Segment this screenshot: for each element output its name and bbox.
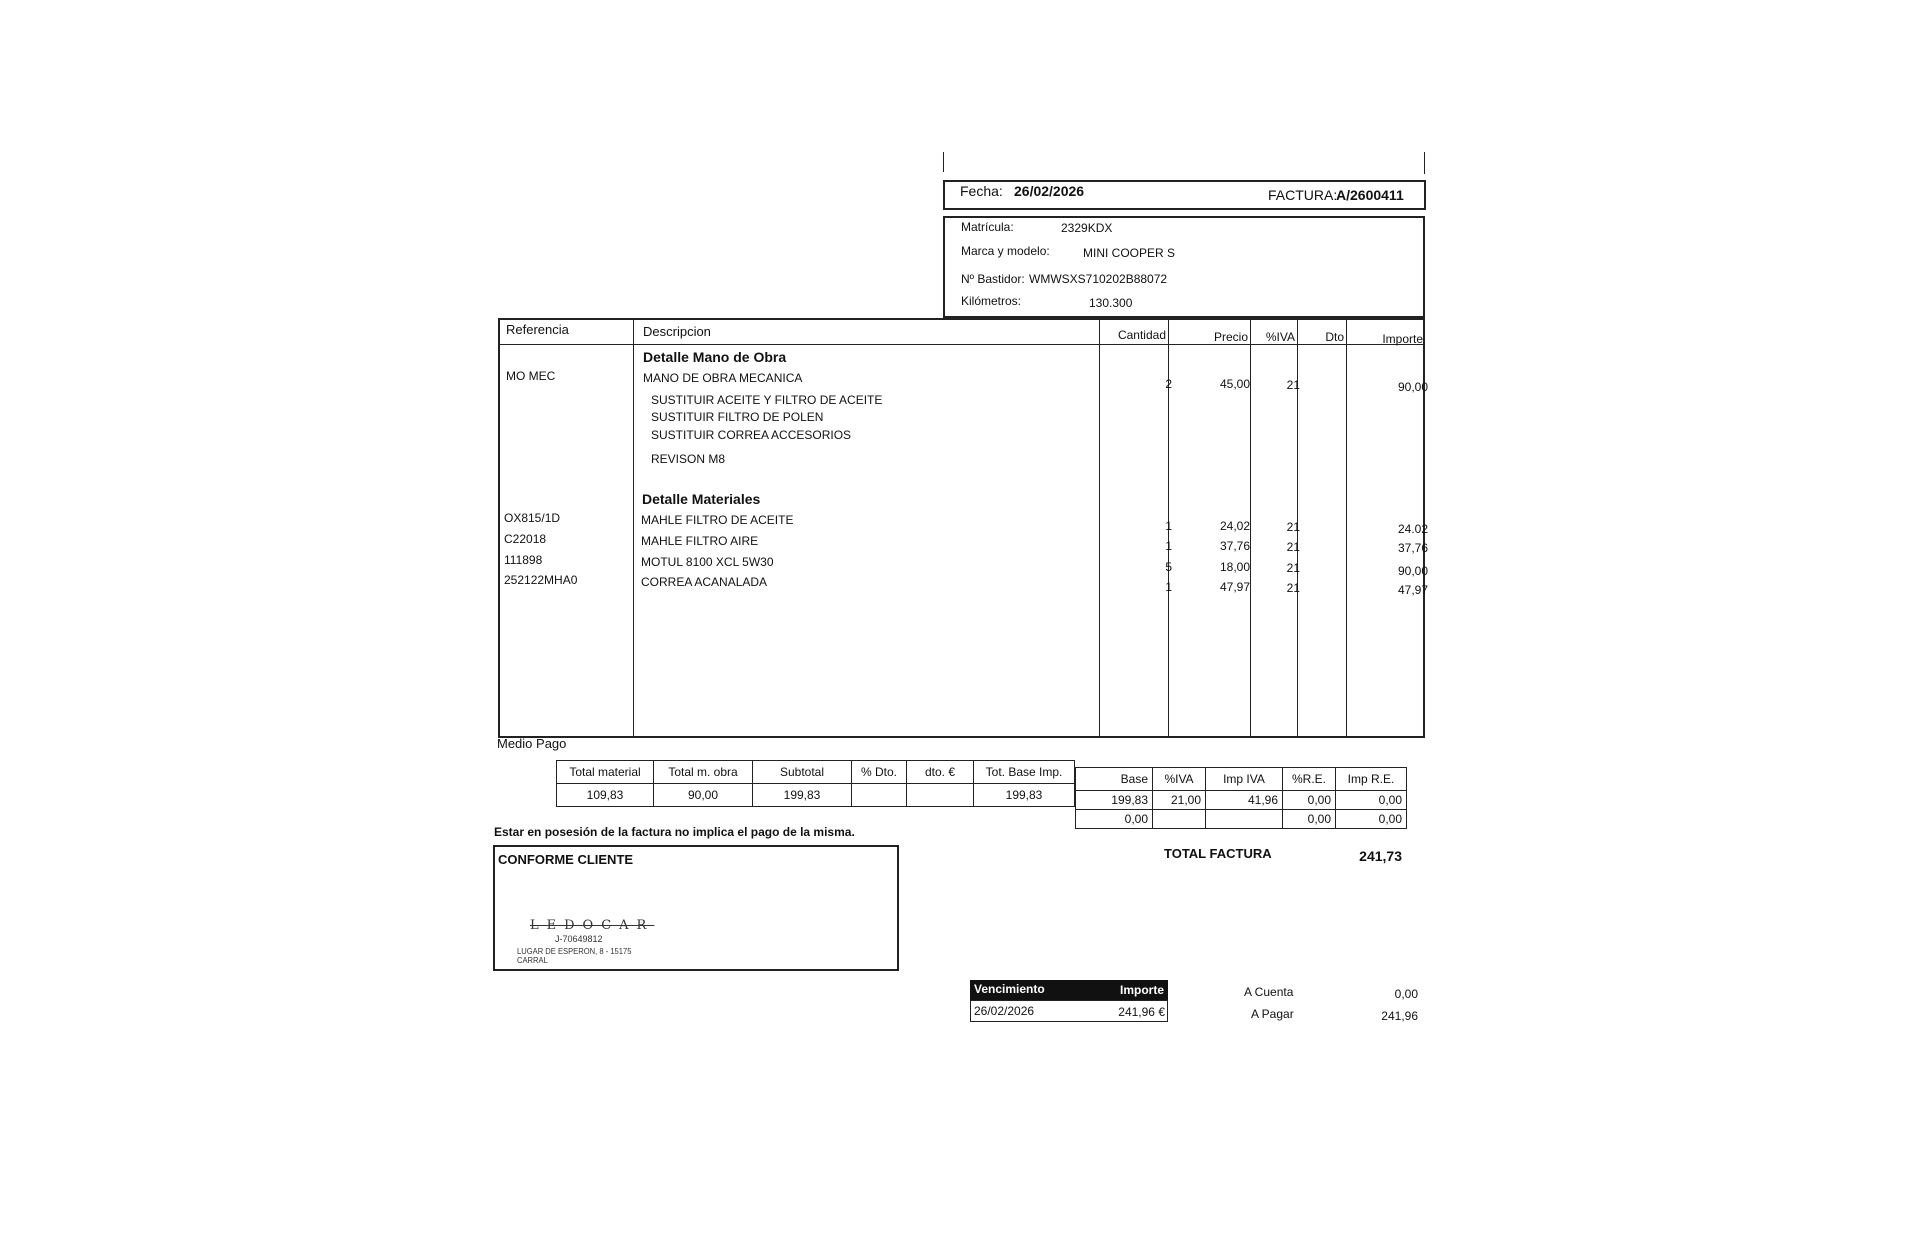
tax-table	[1075, 767, 1407, 829]
marca-value: MINI COOPER S	[1083, 246, 1176, 260]
labor-precio: 45,00	[1219, 377, 1250, 391]
factura-label: FACTURA:	[1268, 187, 1338, 203]
tax-base: 199,83	[1076, 791, 1153, 810]
tax-imp-re: 0,00	[1336, 791, 1407, 810]
matricula-value: 2329KDX	[1061, 221, 1113, 235]
tax-iva: 21,00	[1153, 791, 1206, 810]
material-iva: 21	[1286, 520, 1300, 534]
header-referencia: Referencia	[506, 322, 569, 337]
a-pagar-value: 241,96	[1381, 1009, 1418, 1023]
material-cantidad: 1	[1165, 539, 1172, 553]
km-label: Kilómetros:	[961, 294, 1022, 308]
totals-header-material: Total material	[557, 761, 654, 784]
header-descripcion: Descripcion	[643, 324, 711, 339]
totals-value-mobra: 90,00	[654, 784, 753, 807]
material-desc: MOTUL 8100 XCL 5W30	[641, 555, 774, 569]
tax-header-imp-re: Imp R.E.	[1336, 768, 1407, 791]
tax-imp-iva	[1206, 810, 1283, 829]
vencimiento-label: Vencimiento	[974, 982, 1045, 996]
stamp-name: LEDOCAR	[530, 918, 655, 933]
labor-task: REVISON M8	[651, 452, 726, 466]
tax-header-re: %R.E.	[1283, 768, 1336, 791]
fecha-label: Fecha:	[960, 183, 1003, 199]
col-divider-desc	[1099, 318, 1100, 738]
labor-task: SUSTITUIR FILTRO DE POLEN	[651, 410, 824, 424]
header-iva: %IVA	[1265, 330, 1295, 344]
labor-desc: MANO DE OBRA MECANICA	[643, 371, 803, 385]
stamp-id: J-70649812	[555, 934, 603, 944]
header-importe: Importe	[1382, 332, 1423, 346]
labor-ref: MO MEC	[506, 369, 556, 383]
totals-value-dto-eur	[907, 784, 974, 807]
tax-re: 0,00	[1283, 810, 1336, 829]
km-value: 130.300	[1089, 296, 1133, 310]
totals-value-dto-pct	[852, 784, 907, 807]
labor-task: SUSTITUIR ACEITE Y FILTRO DE ACEITE	[651, 393, 883, 407]
section-materials-title: Detalle Materiales	[642, 491, 761, 507]
totals-header-dto-eur: dto. €	[907, 761, 974, 784]
totals-header-subtotal: Subtotal	[753, 761, 852, 784]
material-precio: 18,00	[1219, 560, 1250, 574]
marca-label: Marca y modelo:	[961, 244, 1050, 258]
material-importe: 47,97	[1397, 583, 1428, 597]
vencimiento-header	[970, 980, 1168, 1000]
total-factura-value: 241,73	[1359, 848, 1402, 864]
vencimiento-fecha: 26/02/2026	[974, 1004, 1035, 1018]
material-precio: 24,02	[1219, 519, 1250, 533]
company-stamp	[512, 910, 662, 965]
material-iva: 21	[1286, 581, 1300, 595]
material-importe: 37,76	[1397, 541, 1428, 555]
material-cantidad: 1	[1165, 519, 1172, 533]
labor-iva: 21	[1286, 378, 1300, 392]
totals-value-subtotal: 199,83	[753, 784, 852, 807]
col-divider-dto	[1346, 318, 1347, 738]
material-desc: MAHLE FILTRO AIRE	[641, 534, 759, 548]
material-iva: 21	[1286, 540, 1300, 554]
col-divider-ref	[633, 318, 634, 738]
header-top-right-edge	[1424, 152, 1425, 174]
header-precio: Precio	[1213, 330, 1248, 344]
material-cantidad: 1	[1165, 580, 1172, 594]
totals-header-dto-pct: % Dto.	[852, 761, 907, 784]
material-importe: 24.02	[1397, 522, 1428, 536]
tax-header-base: Base	[1076, 768, 1153, 791]
tax-header-imp-iva: Imp IVA	[1206, 768, 1283, 791]
totals-header-mobra: Total m. obra	[654, 761, 753, 784]
a-pagar-label: A Pagar	[1251, 1007, 1294, 1021]
col-divider-precio	[1250, 318, 1251, 738]
totals-header-base: Tot. Base Imp.	[974, 761, 1075, 784]
labor-importe: 90,00	[1397, 380, 1428, 394]
totals-value-base: 199,83	[974, 784, 1075, 807]
tax-iva	[1153, 810, 1206, 829]
labor-task: SUSTITUIR CORREA ACCESORIOS	[651, 428, 852, 442]
material-precio: 47,97	[1219, 580, 1250, 594]
material-desc: MAHLE FILTRO DE ACEITE	[641, 513, 794, 527]
material-precio: 37,76	[1219, 539, 1250, 553]
material-ref: 252122MHA0	[504, 573, 578, 587]
stamp-address: LUGAR DE ESPERON, 8 - 15175 CARRAL	[517, 947, 632, 965]
a-cuenta-value: 0,00	[1394, 987, 1418, 1001]
conforme-label: CONFORME CLIENTE	[498, 852, 634, 867]
material-ref: OX815/1D	[504, 511, 561, 525]
bastidor-label: Nº Bastidor:	[961, 272, 1025, 286]
material-importe: 90,00	[1397, 564, 1428, 578]
header-dto: Dto	[1325, 330, 1344, 344]
tax-imp-re: 0,00	[1336, 810, 1407, 829]
matricula-label: Matrícula:	[961, 220, 1014, 234]
material-desc: CORREA ACANALADA	[641, 575, 768, 589]
factura-number: A/2600411	[1336, 187, 1404, 203]
invoice-notice: Estar en posesión de la factura no implica el pago de la misma.	[494, 825, 855, 839]
labor-cantidad: 2	[1165, 377, 1172, 391]
material-ref: C22018	[504, 532, 547, 546]
tax-header-iva: %IVA	[1153, 768, 1206, 791]
tax-re: 0,00	[1283, 791, 1336, 810]
tax-imp-iva: 41,96	[1206, 791, 1283, 810]
vencimiento-importe: 241,96 €	[1118, 1005, 1165, 1019]
material-cantidad: 5	[1165, 560, 1172, 574]
total-factura-label: TOTAL FACTURA	[1164, 846, 1272, 861]
vencimiento-importe-label: Importe	[1119, 983, 1164, 997]
material-iva: 21	[1286, 561, 1300, 575]
totals-value-material: 109,83	[557, 784, 654, 807]
tax-base: 0,00	[1076, 810, 1153, 829]
material-ref: 111898	[504, 553, 543, 567]
a-cuenta-label: A Cuenta	[1244, 985, 1294, 999]
medio-pago-label: Medio Pago	[497, 736, 567, 751]
header-cantidad: Cantidad	[1117, 328, 1166, 342]
totals-table	[556, 760, 1075, 807]
header-top-left-edge	[943, 152, 944, 172]
fecha-value: 26/02/2026	[1014, 183, 1085, 199]
bastidor-value: WMWSXS710202B88072	[1029, 272, 1168, 286]
section-labor-title: Detalle Mano de Obra	[643, 349, 787, 365]
